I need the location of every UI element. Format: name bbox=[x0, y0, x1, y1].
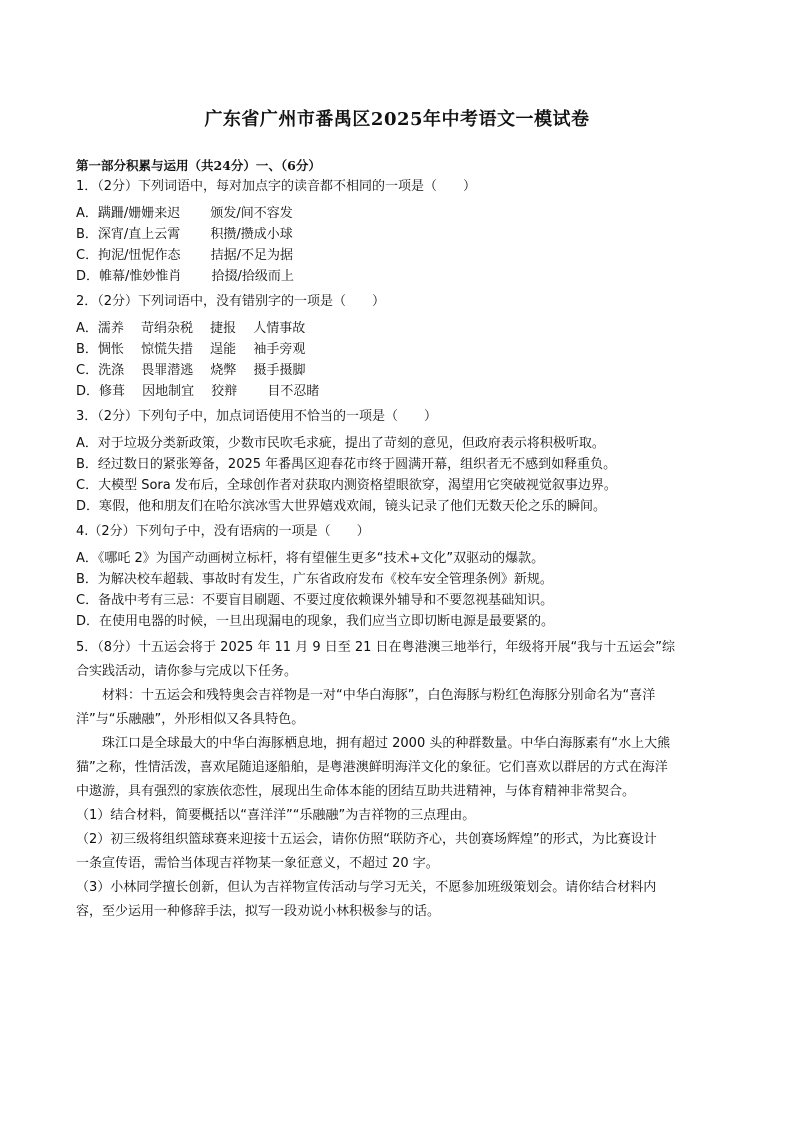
question-1-stem: 1．（2分）下列词语中，每对加点字的读音都不相同的一项是（ ） bbox=[76, 179, 477, 194]
question-3-option-c: C．大模型 Sora 发布后，全球创作者对获取内测资格望眼欲穿，渴望用它突破视觉叙事边界。 bbox=[76, 478, 617, 493]
question-1-option-c: C．拘泥/忸怩作态 拮据/不足为据 bbox=[76, 248, 293, 263]
page-title: 广东省广州市番禺区2025年中考语文一模试卷 bbox=[204, 109, 590, 130]
question-4-option-b: B．为解决校车超载、事故时有发生，广东省政府发布《校车安全管理条例》新规。 bbox=[76, 572, 553, 587]
question-4-stem: 4.（2分）下列句子中，没有语病的一项是（ ） bbox=[76, 524, 370, 539]
sub-question-2-line-1: （2）初三级将组织篮球赛来迎接十五运会，请你仿照“联防齐心，共创赛场辉煌”的形式，为比赛设计 bbox=[76, 832, 657, 847]
question-4-option-a: A．《哪吒 2》为国产动画树立标杆，将有望催生更多“技术+文化”双驱动的爆款。 bbox=[76, 551, 545, 566]
question-2-option-a: A．濡养 苛绢杂税 捷报 人情事故 bbox=[76, 321, 306, 336]
question-5-stem-line-2: 合实践活动，请你参与完成以下任务。 bbox=[76, 664, 298, 679]
question-5-stem-line-1: 5．（8分）十五运会将于 2025 年 11 月 9 日至 21 日在粤港澳三地举行，年级将开展“我与十五运会”综 bbox=[76, 640, 676, 655]
sub-question-1: （1）结合材料，简要概括以“喜洋洋”“乐融融”为吉祥物的三点理由。 bbox=[76, 808, 476, 823]
question-1-option-b: B．深宵/直上云霄 积攒/攒成小球 bbox=[76, 227, 293, 242]
question-2-option-d: D．修葺 因地制宜 狡辩 目不忍睹 bbox=[76, 384, 320, 399]
question-4-option-c: C．备战中考有三忌：不要盲目刷题、不要过度依赖课外辅导和不要忽视基础知识。 bbox=[76, 593, 554, 608]
question-3-option-b: B．经过数日的紧张筹备，2025 年番禺区迎春花市终于圆满开幕，组织者无不感到如释重负。 bbox=[76, 457, 617, 472]
sub-question-2-line-2: 一条宣传语，需恰当体现吉祥物某一象征意义，不超过 20 字。 bbox=[76, 856, 439, 871]
question-2-stem: 2．（2分）下列词语中，没有错别字的一项是（ ） bbox=[76, 294, 386, 309]
exam-content bbox=[76, 155, 726, 924]
question-1-option-d: D．帷幕/惟妙惟肖 拾掇/拾级而上 bbox=[76, 269, 294, 284]
material-line-1: 材料：十五运会和残特奥会吉祥物是一对“中华白海豚”，白色海豚与粉红色海豚分别命名为“喜洋 bbox=[102, 688, 656, 703]
question-3-option-a: A．对于垃圾分类新政策，少数市民吹毛求疵，提出了苛刻的意见，但政府表示将积极听取。 bbox=[76, 436, 605, 451]
question-1-option-a: A．蹒跚/姗姗来迟 颁发/间不容发 bbox=[76, 206, 293, 221]
material-line-2: 洋”与“乐融融”，外形相似又各具特色。 bbox=[76, 712, 305, 727]
sub-question-3-line-2: 容，至少运用一种修辞手法，拟写一段劝说小林积极参与的话。 bbox=[76, 904, 441, 919]
passage-line-2: 猫”之称，性情活泼，喜欢尾随追逐船舶，是粤港澳鲜明海洋文化的象征。它们喜欢以群居的方式在海洋 bbox=[76, 760, 668, 775]
question-3-stem: 3．（2分）下列句子中，加点词语使用不恰当的一项是（ ） bbox=[76, 409, 438, 424]
question-2-option-b: B．惆怅 惊慌失措 逞能 袖手旁观 bbox=[76, 342, 306, 357]
question-3-option-d: D．寒假，他和朋友们在哈尔滨冰雪大世界嬉戏欢闹，镜头记录了他们无数天伦之乐的瞬间。 bbox=[76, 499, 607, 514]
passage-line-3: 中遨游，具有强烈的家族依恋性，展现出生命体本能的团结互助共进精神，与体育精神非常契合。 bbox=[76, 784, 636, 799]
question-4-option-d: D．在使用电器的时候，一旦出现漏电的现象，我们应当立即切断电源是最要紧的。 bbox=[76, 614, 555, 629]
passage-line-1: 珠江口是全球最大的中华白海豚栖息地，拥有超过 2000 头的种群数量。中华白海豚素有“水上大熊 bbox=[102, 736, 671, 751]
sub-question-3-line-1: （3）小林同学擅长创新，但认为吉祥物宣传活动与学习无关，不愿参加班级策划会。请你结合材料内 bbox=[76, 880, 657, 895]
question-2-option-c: C．洗涤 畏罪潜逃 烧弊 摄手摄脚 bbox=[76, 363, 306, 378]
section-heading: 第一部分积累与运用（共24分）一、（6分） bbox=[76, 158, 321, 173]
